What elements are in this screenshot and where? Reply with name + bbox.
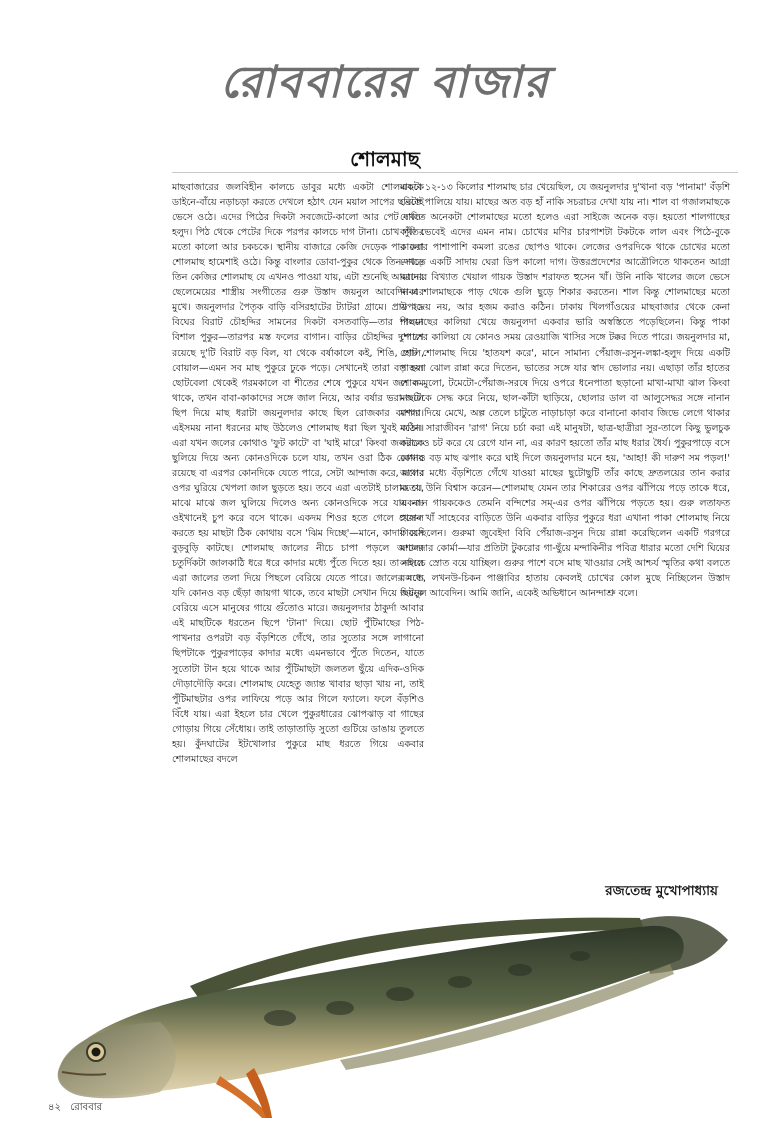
header-divider xyxy=(172,172,738,173)
article-column-left xyxy=(172,180,424,902)
masthead xyxy=(200,48,570,118)
section-name: রোববার xyxy=(70,1102,103,1113)
page-number: ৪২ xyxy=(48,1102,61,1113)
article-text-left: মাছবাজারের জলবিহীন কালচে ডাবুর মধ্যে একটা শোলমাছকে ডাইনে-বাঁয়ে নড়াচড়া করতে দেখলে হঠাৎ যেন ময়াল সাপের ছবিটাই ভেসে ওঠে। এদের পিঠের দিকটা সবজেটে-কালো আর পেট বালি-হলুদ। পিঠ থেকে পেটের দিকে পরপর কালচে দাগ টানা। চোখ পুঁতির মতো কালো আর চকচকে। স্থানীয় বাজারে কেজি দেড়েক পার করা শোলমাছ হামেশাই ওঠে। কিন্তু বাংলার ডোবা-পুকুর থেকে তিন-সাড়ে তিন কেজির শোলমাছ যে এখনও পাওয়া যায়, এটা শুনেছি আমাদের ছেলেমেয়ের শাস্ত্রীয় সংগীতের গুরু উস্তাদ জয়নুল আবেদিন-এর মুখে। জয়নুলদার পৈতৃক বাড়ি বসিরহাটের ট্যাটরা গ্রামে। প্রায় ২৯ বিঘের বিরাট চৌহদ্দির সামনের দিকটা বসতবাড়ি—তার পিছনে বিশাল পুকুর—তারপর মস্ত ফলের বাগান। বাড়ির চৌহদ্দির দু'পাশে রয়েছে দু'টি বিরাট বড় বিল, যা থেকে বর্ষাকালে কই, শিঙি, শোল, বোয়াল—এমন সব মাছ পুকুরে ঢুকে পড়ে। সেখানেই তারা বড় হয়। ছোটবেলা থেকেই গরমকালে বা শীতের শেষে পুকুরে যখন জল কম থাকে, তখন বাবা-কাকাদের সঙ্গে জাল নিয়ে, আর বর্ষার ভরা-জলে ছিপ দিয়ে মাছ ধরাটা জয়নুলদার কাছে ছিল রোজকার ব্যাপার। এইসময় নানা ধরনের মাছ উঠলেও শোলমাছ ধরা ছিল খুবই কঠিন। এরা যখন জলের কোথাও 'ফুট কাটে' বা 'ঘাই মারে' কিংবা জলটাকে ছুলিয়ে দিয়ে অন্য কোনওদিকে চলে যায়, তখন ওরা ঠিক কোথায় রয়েছে বা এরপর কোনদিকে যেতে পারে, সেটা আন্দাজ করে, মাথার ওপর ঘুরিয়ে খেপলা জাল ছুড়তে হয়। তবে এরা এতটাই চালাক যে, মাঝে মাঝে জল ঘুলিয়ে দিলেও অন্য কোনওদিকে সরে যায় না। ওইখানেই চুপ করে বসে থাকে। একদম শিওর হতে গেলে খেয়াল করতে হয় মাছটা ঠিক কোথায় বসে 'ঝিম দিচ্ছে'—মানে, কাদায় বসে বুড়বুড়ি কাটছে। শোলমাছ জালের নীচে চাপা পড়লে জালের চতুর্দিকটা জালকাঠি ধরে ধরে কাদার মধ্যে পুঁতে দিতে হয়। তা নইলে এরা জালের তলা দিয়ে পিছলে বেরিয়ে যেতে পারে। জালের মধ্যে যদি কোনও বড় ছেঁড়া জায়গা থাকে, তবে মাছটা সেখান দিয়ে ছিটকে বেরিয়ে এসে মানুষের গায়ে গুঁতোও মারে। জয়নুলদার ঠাকুর্দা আবার এই মাছটিকে ধরতেন ছিপে 'টানা' দিয়ে। ছোট পুঁটিমাছের পিঠ-পাখনার ওপরটা বড় বঁড়শিতে গেঁথে, তার সুতোর সঙ্গে লাগানো ছিপটাকে পুকুরপাড়ের কাদার মধ্যে এমনভাবে পুঁতে দিতেন, যাতে সুতোটা টান হয়ে থাকে আর পুঁটিমাছটা জলতল ছুঁয়ে এদিক-ওদিক দৌড়াদৌড়ি করে। শোলমাছ যেহেতু জ্যান্ত খাবার ছাড়া খায় না, তাই পুঁটিমাছটার ওপর লাফিয়ে পড়ে আর গিলে ফ্যালে। ফলে বঁড়শিও বিঁধে যায়। এরা ইহলে চার খেলে পুকুরধারের ঝোপঝাড় বা গাছের গোড়ায় গিয়ে সেঁধোয়। তাই তাড়াতাড়ি সুতো গুটিয়ে ডাঙায় তুলতে হয়। কুঁদঘাটের ইটখোলার পুকুরে মাছ ধরতে গিয়ে একবার শোলমাছের বদলে xyxy=(172,182,424,765)
author-byline: রজতেন্দ্র মুখোপাধ্যায় xyxy=(605,883,718,899)
snakehead-fish-illustration xyxy=(40,890,730,1120)
article-column-right xyxy=(400,180,730,870)
article-text-right: একটা ১২-১৩ কিলোর শালমাছ চার খেয়েছিল, যে জয়নুলদার দু'খানা বড় 'পানামা' বঁড়শি ভেঙে পালিয়ে যায়। মাছের অত বড় হাঁ নাকি সচরাচর দেখা যায় না। শাল বা গজালমাছকে দেখতে অনেকটা শোলমাছের মতো হলেও এরা সাইজে অনেক বড়। হয়তো শালগাছের কথা ভেবেই এদের এমন নাম। চোখের মণির চারপাশটা টকটকে লাল এবং পিঠে-বুকে কালোর পাশাপাশি কমলা রঙের ছোপও থাকে। লেজের ওপরদিকে থাকে চোখের মতো দেখতে একটি সাদায় ঘেরা ডিপ কালো দাগ। উত্তরপ্রদেশের আত্রৌলিতে থাকতেন আগ্রা ঘরানার বিখ্যাত খেয়াল গায়ক উস্তাদ শরাফত হুসেন খাঁ। উনি নাকি খালের জলে ভেসে থাকা শালমাছকে পাড় থেকে গুলি ছুড়ে শিকার করতেন। শাল কিন্তু শোলমাছের মতো উপাদেয় নয়, আর হজম করাও কঠিন। ঢাকায় খিলগাঁওয়ের মাছবাজার থেকে কেনা শালমাছের কালিয়া খেয়ে জয়নুলদা একবার ভারি অস্বস্তিতে পড়েছিলেন। কিন্তু পাকা শোলের কালিয়া যে কোনও সময় রেওয়াজি খাসির সঙ্গে টক্কর দিতে পারে। জয়নুলদার মা, ছোট শোলমাছ দিয়ে 'হাতযশ করে', মানে সামান্য পেঁয়াজ-রসুন-লঙ্কা-হলুদ দিয়ে একটি পাতলা ঝোল রান্না করে দিতেন, ভাতের সঙ্গে যার স্বাদ ভোলার নয়। এছাড়া তাঁর হাতের শোল মুলো, টমেটো-পেঁয়াজ-সরষে দিয়ে ওপরে ধনেপাতা ছড়ানো মাখা-মাখা ঝাল কিংবা মাছটিকে সেদ্ধ করে নিয়ে, ছাল-কাঁটা ছাড়িয়ে, ছোলার ডাল বা আলুসেদ্ধর সঙ্গে নানান মশলা দিয়ে মেখে, অল্প তেলে চাটুতে নাড়াচাড়া করে বানানো কাবাব জিভে লেগে থাকার মতো। সারাজীবন 'রাগ' নিয়ে চর্চা করা এই মানুষটা, ছাত্র-ছাত্রীরা সুর-তালে কিছু ভুলচুক করলেও চট করে যে রেগে যান না, এর কারণ হয়তো তাঁর মাছ ধরার ধৈর্য। পুকুরপাড়ে বসে কোনও বড় মাছ ঝপাং করে ঘাই দিলে জয়নুলদার মনে হয়, 'আহা! কী দারুণ সম পড়ল!' জলের মধ্যে বঁড়শিতে গেঁথে যাওয়া মাছের ছুটোছুটি তাঁর কাছে দ্রুতলয়ের তান করার মতো। উনি বিশ্বাস করেন—শোলমাছ যেমন তার শিকারের ওপর ঝাঁপিয়ে পড়ে তাকে ধরে, একজন গায়ককেও তেমনি বন্দিশের সম্-এর ওপর ঝাঁপিয়ে পড়তে হয়। গুরু লতাফত হুসেন খাঁ সাহেবের বাড়িতে উনি একবার বাড়ির পুকুরে ধরা এখানা পাকা শোলমাছ নিয়ে গিয়েছিলেন। গুরুমা জুবেইদা বিবি পেঁয়াজ-রসুন দিয়ে রান্না করেছিলেন একটি গরগরে মশালদার কোর্মা—যার প্রতিটা টুকরোর গা-ছুঁয়ে মন্দাকিনীর পবিত্র ধারার মতো দেশি ঘিয়ের লালচে স্রোত বয়ে যাচ্ছিল। গুরুর পাশে বসে মাছ খাওয়ার সেই আশ্চর্য স্মৃতির কথা বলতে বলতে, লখনউ-চিকন পাঞ্জাবির হাতায় কেবলই চোখের কোল মুছে নিচ্ছিলেন উস্তাদ জয়নুল আবেদিন। আমি জানি, একেই অভিধানে আনন্দাশ্রু বলে। xyxy=(400,182,730,600)
page-footer xyxy=(48,1100,108,1117)
article-subtitle: শোলমাছ xyxy=(350,147,420,171)
masthead-title: রোববারের বাজার xyxy=(220,57,550,108)
